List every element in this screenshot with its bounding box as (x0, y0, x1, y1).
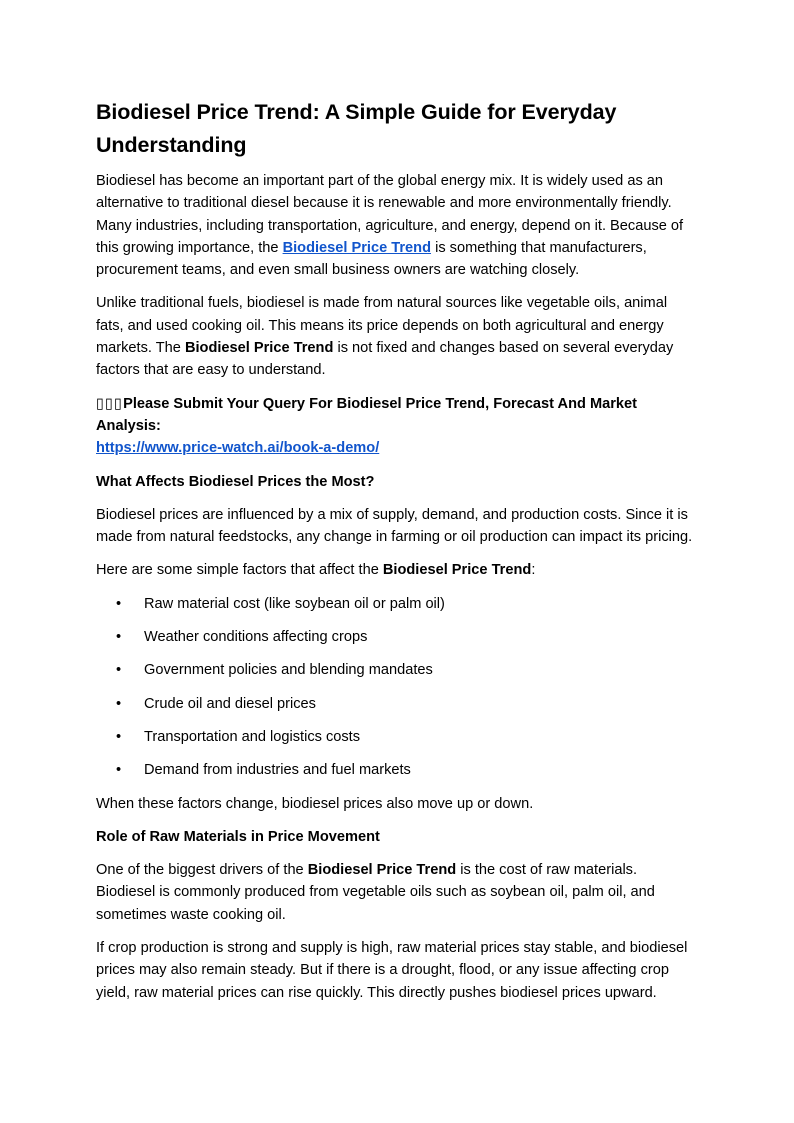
list-item-text: Crude oil and diesel prices (144, 695, 316, 712)
list-item (96, 726, 698, 748)
section-heading-affects: What Affects Biodiesel Prices the Most? (96, 473, 375, 490)
book-demo-link[interactable]: https://www.price-watch.ai/book-a-demo/ (96, 440, 380, 457)
list-item-text: Raw material cost (like soybean oil or palm oil) (144, 595, 445, 612)
section1-p2-text-before: Here are some simple factors that affect the (96, 562, 383, 579)
bullet-icon: • (116, 695, 122, 712)
section-heading-raw-materials: Role of Raw Materials in Price Movement (96, 828, 380, 845)
list-item-text: Transportation and logistics costs (144, 728, 361, 745)
section1-p2-bold: Biodiesel Price Trend (382, 562, 532, 579)
bullet-icon: • (116, 728, 122, 745)
list-item-text: Government policies and blending mandates (144, 662, 433, 679)
section1-paragraph-1: Biodiesel prices are influenced by a mix of supply, demand, and production costs. Since it is made from natural feedstocks, any change in farming or oil production can impact its pricing. (96, 506, 693, 546)
query-text: Please Submit Your Query For Biodiesel Price Trend, Forecast And Market Analysis: (96, 395, 638, 434)
biodiesel-price-trend-link[interactable]: Biodiesel Price Trend (282, 239, 432, 256)
section2-p1-bold: Biodiesel Price Trend (307, 862, 457, 879)
list-item (96, 659, 698, 681)
section2-paragraph-2: If crop production is strong and supply is high, raw material prices stay stable, and biodiesel prices may also remain steady. But if there is a drought, flood, or any issue affecting crop yield, raw material prices can rise quickly. This directly pushes biodiesel prices upward. (96, 940, 688, 1001)
section2-p1-text-after: is the cost of raw materials. Biodiesel is commonly produced from vegetable oils such as soybean oil, palm oil, and sometimes waste cooking oil. (96, 862, 655, 923)
intro-p2-bold: Biodiesel Price Trend (184, 340, 334, 357)
intro-paragraph-1 (96, 170, 698, 281)
bullet-icon: • (116, 762, 122, 779)
section1-p2-text-after: : (531, 562, 536, 579)
section2-paragraph-1 (96, 859, 698, 926)
section1-paragraph-3: When these factors change, biodiesel prices also move up or down. (96, 795, 534, 812)
intro-p2-text-after: is not fixed and changes based on several everyday factors that are easy to understand. (96, 340, 674, 379)
bullet-icon: • (116, 595, 122, 612)
page-title: Biodiesel Price Trend: A Simple Guide for Everyday Understanding (96, 100, 617, 157)
bullet-icon: • (116, 662, 122, 679)
intro-paragraph-2 (96, 292, 698, 381)
list-item (96, 626, 698, 648)
list-item (96, 759, 698, 781)
query-paragraph (96, 393, 698, 460)
list-item (96, 593, 698, 615)
list-item (96, 693, 698, 715)
placeholder-glyph-icon: ▯▯▯ (96, 395, 124, 412)
section1-paragraph-2 (96, 559, 698, 581)
list-item-text: Demand from industries and fuel markets (144, 762, 411, 779)
section2-p1-text-before: One of the biggest drivers of the (96, 862, 308, 879)
list-item-text: Weather conditions affecting crops (144, 629, 368, 646)
factors-list (96, 593, 698, 782)
intro-p1-text-before: Biodiesel has become an important part of the global energy mix. It is widely used as an alternative to traditional diesel because it is renewable and more environmentally friendly. Many industries, including transportation, agriculture, and energy, depend on it. Because of this growing importance, the (96, 173, 684, 256)
bullet-icon: • (116, 629, 122, 646)
intro-p2-text-before: Unlike traditional fuels, biodiesel is made from natural sources like vegetable oils, animal fats, and used cooking oil. This means its price depends on both agricultural and energy markets. The (96, 295, 668, 357)
intro-p1-text-after: is something that manufacturers, procurement teams, and even small business owners are watching closely. (96, 239, 647, 279)
